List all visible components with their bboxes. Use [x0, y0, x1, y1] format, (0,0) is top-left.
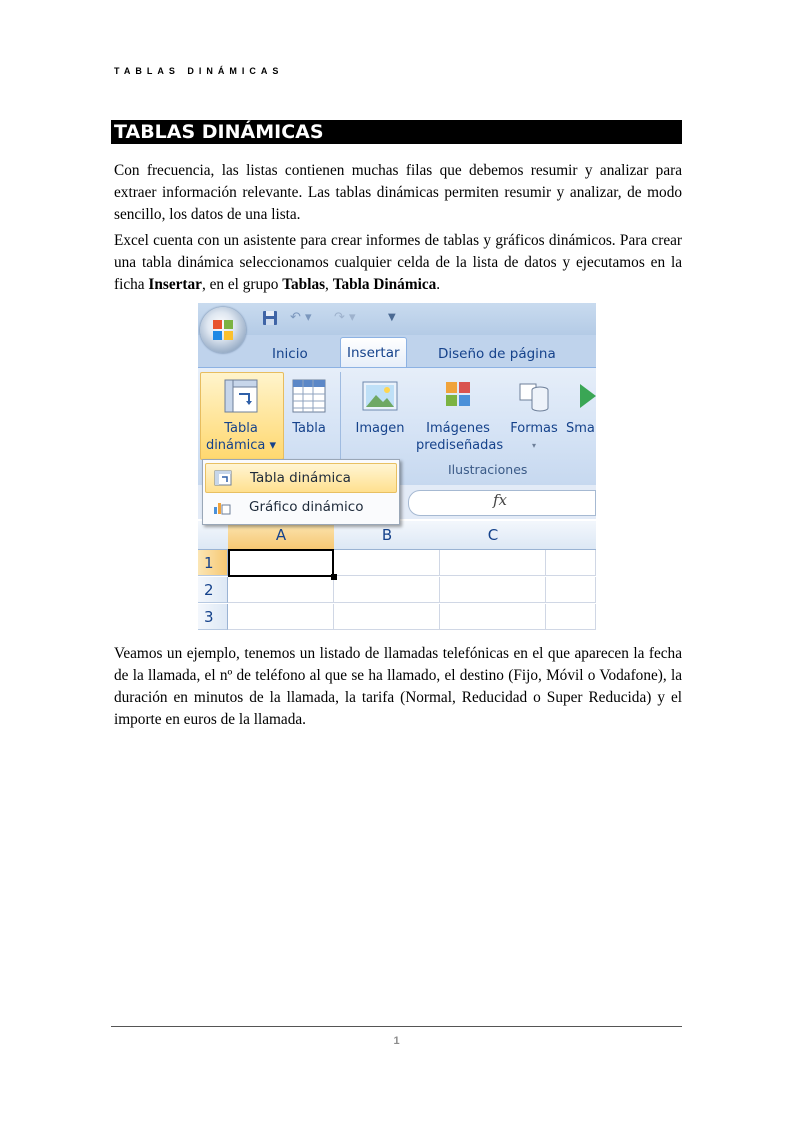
cell-c3[interactable] — [440, 604, 546, 630]
bold-tabla-dinamica: Tabla Dinámica — [332, 276, 437, 293]
clip-art-icon — [440, 378, 476, 414]
cell-b3[interactable] — [334, 604, 440, 630]
imagenes-prediseñadas-button[interactable] — [416, 378, 504, 454]
footer-divider — [111, 1026, 682, 1027]
page-number: 1 — [393, 1035, 400, 1047]
active-cell-a1[interactable] — [228, 549, 334, 577]
undo-icon[interactable]: ↶ ▾ — [290, 310, 312, 325]
cell-a2[interactable] — [228, 577, 334, 603]
smartart-label: Sma — [566, 421, 595, 436]
column-header-b[interactable]: B — [334, 521, 441, 550]
column-header-d[interactable] — [546, 521, 596, 550]
fx-icon[interactable]: fx — [493, 491, 508, 509]
smartart-button[interactable] — [566, 378, 596, 437]
tabla-dinamica-label-2: dinámica ▾ — [205, 438, 277, 453]
customize-qat-icon[interactable]: ▼ — [388, 312, 396, 323]
column-header-a[interactable]: A — [228, 521, 335, 550]
save-icon[interactable] — [262, 310, 278, 330]
formas-label: Formas — [510, 421, 558, 436]
paragraph-example: Veamos un ejemplo, tenemos un listado de llamadas telefónicas en el que aparecen la fecha de la llamada, el nº de teléfono al que se ha llamado, el destino (Fijo, Móvil o Vodafone), la duración en minutos de la llamada, la tarifa (Normal, Reducidad o Super Reducida) y el importe en euros de la llamada. — [114, 645, 682, 728]
text-run: Excel cuenta con un asistente para crear informes de tablas y gráficos dinámicos. Para crear una tabla dinámica seleccionamos cualquier celda de la lista de datos y ejecutamos en la ficha — [114, 232, 682, 293]
menu-item-label: Gráfico dinámico — [249, 499, 364, 515]
pivot-chart-icon — [213, 499, 231, 515]
row-header-2[interactable]: 2 — [198, 577, 228, 603]
menu-item-label: Tabla dinámica — [250, 470, 351, 486]
select-all-corner[interactable] — [198, 521, 229, 550]
cell-b1[interactable] — [334, 550, 440, 576]
cell-c2[interactable] — [440, 577, 546, 603]
pivot-table-icon — [223, 378, 259, 414]
formas-dropdown-arrow: ▾ — [531, 441, 536, 450]
running-header: TABLAS DINÁMICAS — [114, 66, 284, 76]
table-icon — [291, 378, 327, 414]
cell-d3[interactable] — [546, 604, 596, 630]
tabla-dinamica-button[interactable] — [204, 378, 278, 454]
office-button[interactable] — [200, 307, 246, 353]
group-label-ilustraciones: Ilustraciones — [448, 462, 528, 477]
cell-a3[interactable] — [228, 604, 334, 630]
menu-item-grafico-dinamico[interactable] — [205, 493, 395, 521]
tabla-dinamica-label-1: Tabla — [224, 421, 258, 436]
imagen-label: Imagen — [355, 421, 405, 436]
text-run: , en el grupo — [201, 276, 283, 293]
tab-diseno-pagina[interactable]: Diseño de página — [438, 346, 556, 362]
shapes-icon — [516, 378, 552, 414]
imagenes-label-1: Imágenes — [426, 421, 490, 436]
cell-d1[interactable] — [546, 550, 596, 576]
tabla-button[interactable] — [284, 378, 334, 437]
tab-inicio[interactable]: Inicio — [272, 346, 308, 362]
tabla-dinamica-dropdown — [202, 459, 400, 525]
ribbon-tabs — [198, 335, 596, 367]
office-logo-icon — [212, 319, 234, 341]
paragraph-intro: Con frecuencia, las listas contienen muchas filas que debemos resumir y analizar para extraer información relevante. Las tablas dinámicas permiten resumir y analizar, de modo sencillo, los datos de una lista. — [114, 162, 682, 223]
column-header-c[interactable]: C — [440, 521, 547, 550]
menu-item-tabla-dinamica[interactable] — [205, 463, 397, 493]
row-header-1[interactable]: 1 — [198, 550, 228, 576]
paragraph-instructions — [114, 230, 682, 296]
cell-d2[interactable] — [546, 577, 596, 603]
tab-insertar[interactable]: Insertar — [340, 337, 407, 368]
row-header-3[interactable]: 3 — [198, 604, 228, 630]
picture-icon — [361, 378, 399, 414]
cell-c1[interactable] — [440, 550, 546, 576]
text-run: . — [436, 276, 441, 293]
section-title: TABLAS DINÁMICAS — [111, 120, 682, 144]
fill-handle[interactable] — [331, 574, 337, 580]
imagen-button[interactable] — [350, 378, 410, 437]
bold-tablas: Tablas — [282, 276, 326, 293]
tabla-label: Tabla — [292, 421, 326, 436]
text-run: , — [325, 276, 333, 293]
worksheet-grid — [198, 521, 596, 633]
smartart-icon — [570, 378, 596, 414]
excel-screenshot — [198, 303, 596, 633]
bold-insertar: Insertar — [148, 276, 202, 293]
redo-icon[interactable]: ↷ ▾ — [334, 310, 356, 325]
formas-button[interactable] — [506, 378, 562, 454]
quick-access-toolbar — [198, 303, 596, 335]
imagenes-label-2: prediseñadas — [416, 438, 504, 453]
cell-b2[interactable] — [334, 577, 440, 603]
pivot-table-icon — [214, 470, 232, 486]
